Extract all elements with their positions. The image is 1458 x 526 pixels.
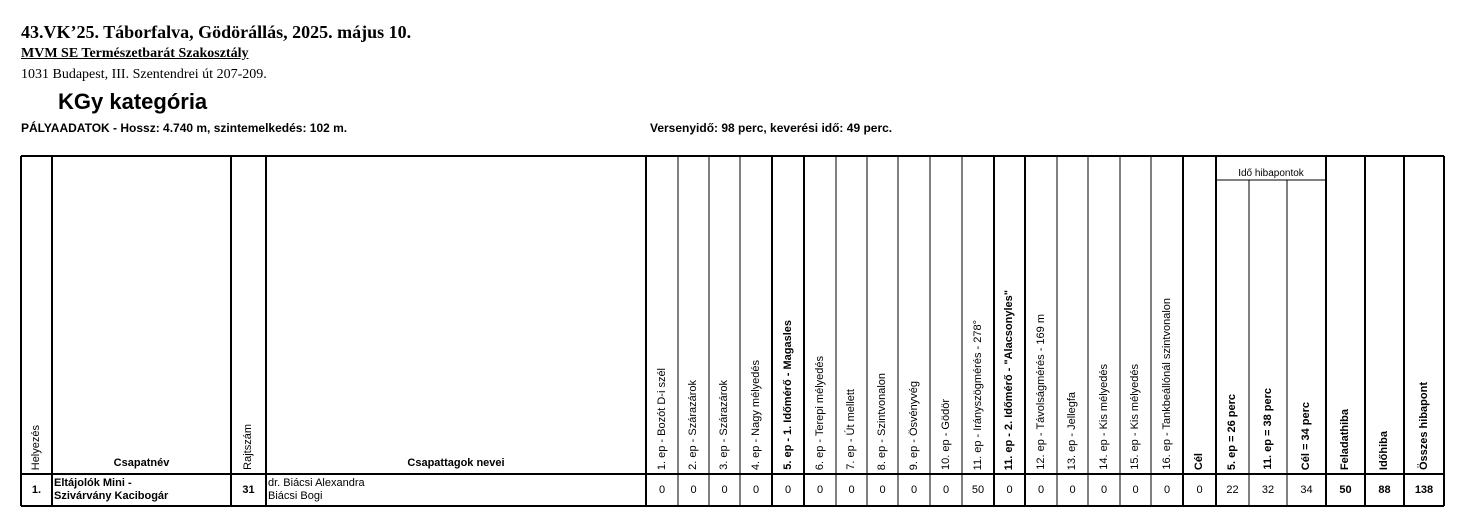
header-helyezes: Helyezés xyxy=(30,424,42,470)
header-nevek: Csapattagok nevei xyxy=(407,457,505,469)
header-cp: 13. ep - Jellegfa xyxy=(1066,391,1078,470)
cell-rajtszam: 31 xyxy=(242,484,255,496)
category-title: KGy kategória xyxy=(58,89,208,114)
cell-checkpoint: 0 xyxy=(752,484,760,496)
header-csapatnev: Csapatnév xyxy=(113,457,170,469)
header-cp: 11. ep - Irányszögmérés - 278° xyxy=(971,319,984,470)
cell-team-name xyxy=(52,475,231,505)
cell-checkpoint: 50 xyxy=(971,484,985,496)
cell-time-11: 32 xyxy=(1261,484,1275,496)
club-address: 1031 Budapest, III. Szentendrei út 207-209. xyxy=(21,67,267,82)
header-rajtszam: Rajtszám xyxy=(242,424,254,470)
header-cp: 10. ep - Gödör xyxy=(939,399,952,470)
header-cp: 15. ep - Kis mélyedés xyxy=(1129,364,1141,470)
cell-checkpoint: 0 xyxy=(658,484,666,496)
cell-checkpoint: 0 xyxy=(721,484,728,496)
header-cp: 6. ep - Terepi mélyedés xyxy=(813,355,826,470)
cell-idohiba: 88 xyxy=(1378,484,1391,496)
header-time-group: Idő hibapontok xyxy=(1238,168,1304,179)
header-cp: 16. ep - Tankbeállónál szintvonalon xyxy=(1160,298,1173,470)
team-name-line2: Szivárvány Kacibogár xyxy=(54,490,169,502)
cell-checkpoint: 0 xyxy=(816,484,824,496)
cell-helyezes: 1. xyxy=(31,484,42,496)
header-cp: 7. ep - Út mellett xyxy=(845,389,857,470)
cell-checkpoint: 0 xyxy=(1006,484,1013,496)
header-cp: 5. ep - 1. Időmérő - Magasles xyxy=(781,320,794,470)
club-name: MVM SE Természetbarát Szakosztály xyxy=(21,46,249,61)
cell-checkpoint: 0 xyxy=(879,484,886,496)
header-cp: Cél xyxy=(1193,452,1205,470)
cell-checkpoint: 0 xyxy=(1196,484,1203,496)
header-time-cel: Cél = 34 perc xyxy=(1300,401,1312,470)
header-cp: 14. ep - Kis mélyedés xyxy=(1097,364,1110,470)
cell-checkpoint: 0 xyxy=(1132,484,1139,496)
header-cp: 1. ep - Bozót D-i szél xyxy=(655,367,668,470)
cell-checkpoint: 0 xyxy=(1037,484,1045,496)
header-time-5: 5. ep = 26 perc xyxy=(1226,393,1238,470)
page-title: 43.VK’25. Táborfalva, Gödörállás, 2025. május 10. xyxy=(21,22,412,42)
cell-feladathiba: 50 xyxy=(1339,484,1352,496)
cell-checkpoint: 0 xyxy=(1163,484,1171,496)
cell-checkpoint: 0 xyxy=(848,484,855,496)
course-data: PÁLYAADATOK - Hossz: 4.740 m, szintemelkedés: 102 m. xyxy=(21,121,348,135)
header-idohiba: Időhiba xyxy=(1378,430,1390,470)
cell-checkpoint: 0 xyxy=(1100,484,1108,496)
cell-osszes: 138 xyxy=(1414,484,1434,496)
header-cp: 9. ep - Ösvényvég xyxy=(907,380,920,470)
cell-members xyxy=(266,475,646,505)
cell-checkpoint: 0 xyxy=(784,484,792,496)
cell-time-5: 22 xyxy=(1226,484,1239,496)
member-name: Biácsi Bogi xyxy=(268,490,323,502)
header-cp: 3. ep - Szárazárok xyxy=(718,380,730,470)
header-time-11: 11. ep = 38 perc xyxy=(1261,388,1274,470)
cell-checkpoint: 0 xyxy=(910,484,918,496)
header-cp: 11. ep - 2. Időmérő - "Alacsonyles" xyxy=(1003,289,1015,470)
header-cp: 4. ep - Nagy mélyedés xyxy=(749,359,762,470)
header-cp: 8. ep - Szintvonalon xyxy=(876,372,888,470)
header-feladathiba: Feladathiba xyxy=(1339,408,1351,470)
cell-checkpoint: 0 xyxy=(690,484,697,496)
header-osszes: Összes hibapont xyxy=(1417,381,1430,470)
race-time: Versenyidő: 98 perc, keverési idő: 49 perc. xyxy=(650,121,893,135)
member-name: dr. Biácsi Alexandra xyxy=(268,477,365,489)
cell-time-cel: 34 xyxy=(1300,484,1313,496)
header-cp: 12. ep - Távolságmérés - 169 m xyxy=(1034,314,1047,470)
team-name-line1: Eltájolók Mini - xyxy=(54,477,132,489)
cell-checkpoint: 0 xyxy=(942,484,950,496)
header-cp: 2. ep - Szárazárok xyxy=(687,380,699,470)
cell-checkpoint: 0 xyxy=(1069,484,1076,496)
